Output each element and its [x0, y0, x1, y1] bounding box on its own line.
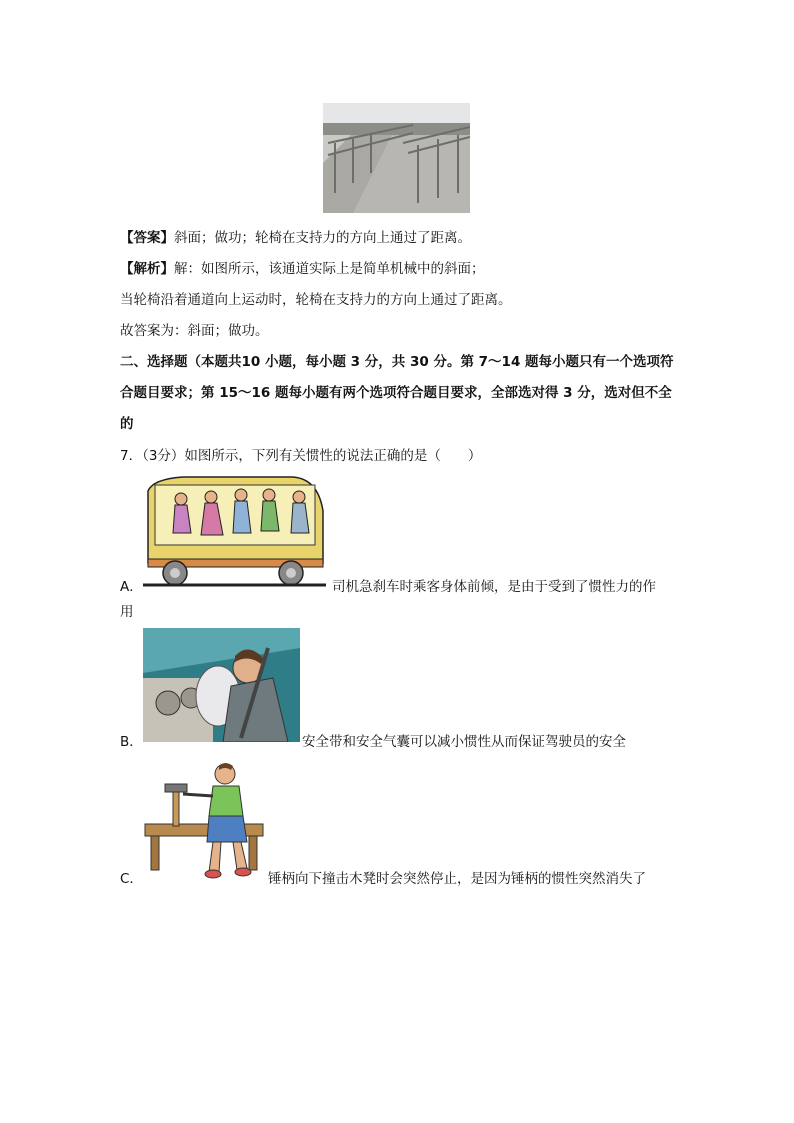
airbag-drawing: [143, 628, 300, 742]
airbag-illustration: [143, 628, 300, 742]
answer-line: [120, 228, 471, 248]
answer-prefix: 【答案】: [120, 230, 174, 246]
hammer-drawing: [143, 760, 267, 884]
analysis-line-1: [120, 259, 485, 279]
section2-heading-line-1: 二、选择题（本题共10 小题，每小题 3 分，共 30 分。第 7～14 题每小题只有一个选项符: [120, 354, 674, 370]
option-b-text: 安全带和安全气囊可以减小惯性从而保证驾驶员的安全: [302, 734, 626, 750]
analysis-line-2: 当轮椅沿着通道向上运动时，轮椅在支持力的方向上通过了距离。: [120, 292, 512, 308]
section2-heading-line-3: 的: [120, 416, 134, 432]
option-c-text: 锤柄向下撞击木凳时会突然停止，是因为锤柄的惯性突然消失了: [268, 871, 646, 887]
hammer-illustration: [143, 760, 267, 884]
ramp-photo: [323, 103, 470, 213]
bus-illustration: [143, 471, 326, 589]
option-a-label: A．: [120, 579, 143, 595]
ramp-illustration: [323, 103, 470, 213]
section2-heading-line-2: 合题目要求；第 15～16 题每小题有两个选项符合题目要求，全部选对得 3 分，选对但不全: [120, 385, 672, 401]
option-a-text-continued: 用: [120, 604, 134, 620]
analysis-line-3: 故答案为：斜面；做功。: [120, 323, 269, 339]
analysis-text-1: 解：如图所示，该通道实际上是简单机械中的斜面；: [174, 261, 485, 277]
option-a-text: 司机急刹车时乘客身体前倾，是由于受到了惯性力的作: [332, 579, 656, 595]
analysis-prefix: 【解析】: [120, 261, 174, 277]
option-b-label: B．: [120, 734, 143, 750]
option-c-label: C．: [120, 871, 143, 887]
answer-text: 斜面；做功；轮椅在支持力的方向上通过了距离。: [174, 230, 471, 246]
bus-drawing: [143, 471, 326, 589]
question-7-stem: 7．（3分）如图所示，下列有关惯性的说法正确的是（ ）: [120, 448, 482, 464]
